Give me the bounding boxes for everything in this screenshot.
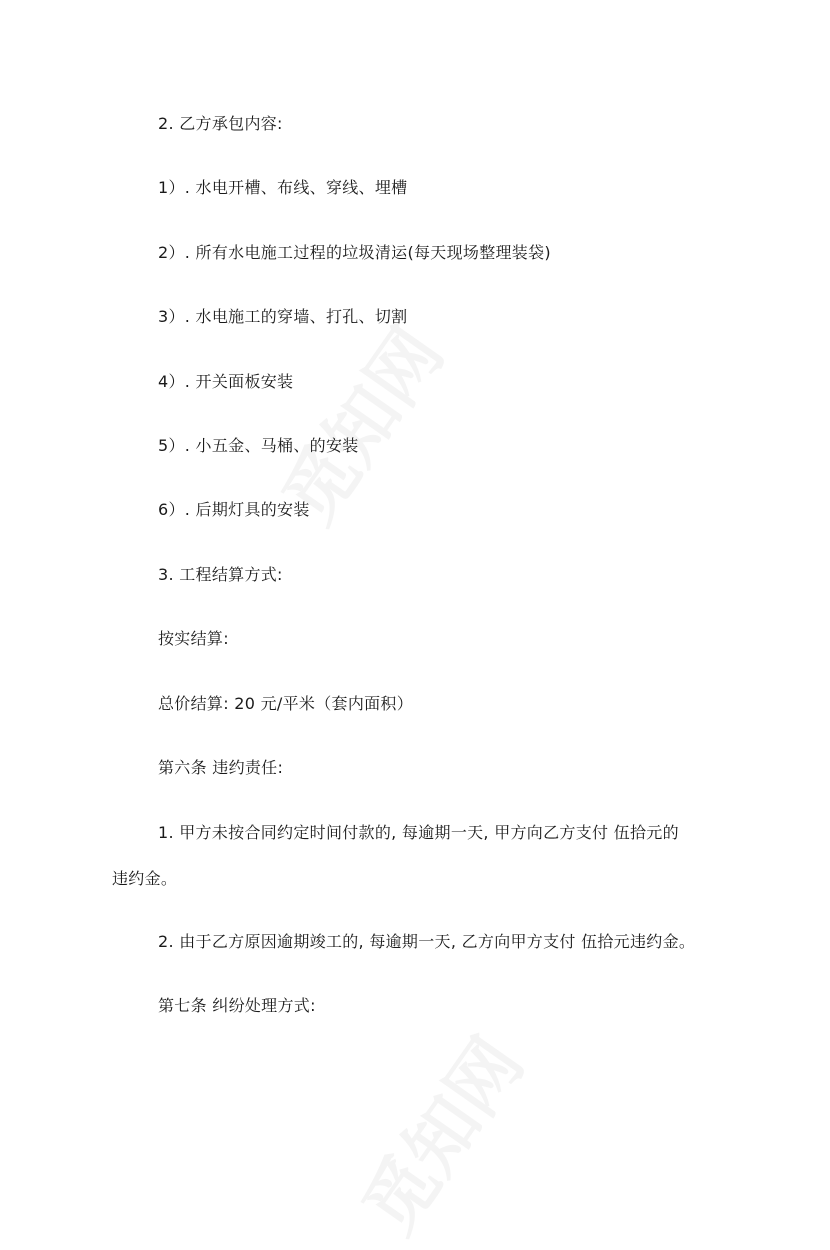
clause-party-b-late-completion: 2. 由于乙方原因逾期竣工的, 每逾期一天, 乙方向甲方支付 伍拾元违约金。 [158, 932, 696, 951]
paragraph-contractor-scope: 2. 乙方承包内容: [158, 114, 283, 133]
watermark-bottom [333, 1014, 542, 1250]
list-item-6: 6）. 后期灯具的安装 [158, 500, 310, 519]
article-six-heading: 第六条 违约责任: [158, 758, 284, 777]
list-item-5: 5）. 小五金、马桶、的安装 [158, 436, 359, 455]
list-item-4: 4）. 开关面板安装 [158, 372, 294, 391]
clause-party-a-late-payment-cont: 违约金。 [112, 869, 178, 888]
list-item-2: 2）. 所有水电施工过程的垃圾清运(每天现场整理装袋) [158, 243, 551, 262]
clause-party-a-late-payment: 1. 甲方未按合同约定时间付款的, 每逾期一天, 甲方向乙方支付 伍拾元的 [158, 823, 679, 842]
paragraph-actual-settlement: 按实结算: [158, 629, 229, 648]
list-item-3: 3）. 水电施工的穿墙、打孔、切割 [158, 307, 408, 326]
list-item-1: 1）. 水电开槽、布线、穿线、埋槽 [158, 178, 408, 197]
article-seven-heading: 第七条 纠纷处理方式: [158, 996, 316, 1015]
paragraph-total-settlement: 总价结算: 20 元/平米（套内面积） [158, 694, 414, 713]
paragraph-settlement-method: 3. 工程结算方式: [158, 565, 283, 584]
